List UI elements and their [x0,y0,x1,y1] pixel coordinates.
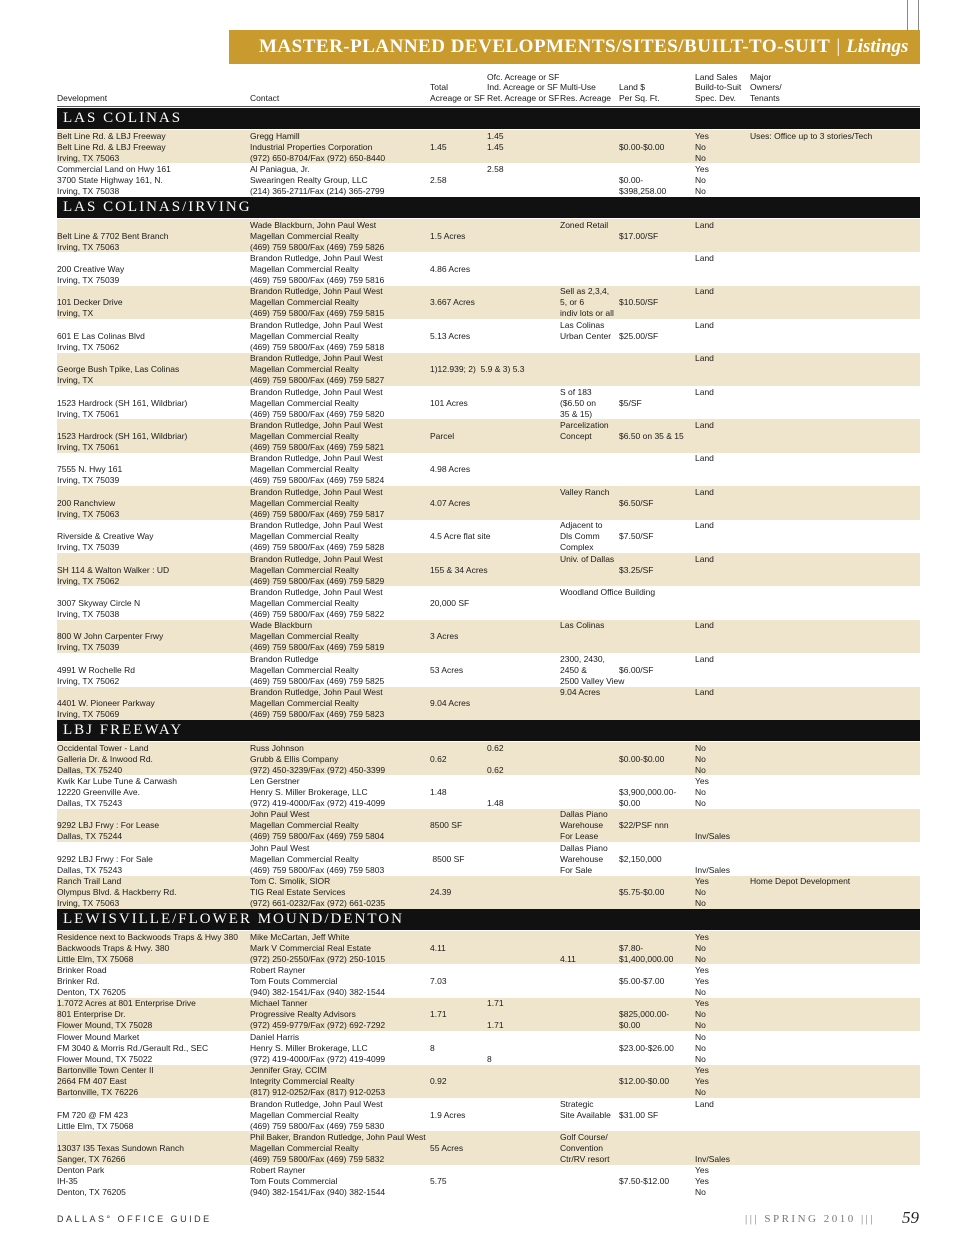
land-price-cell: $5/SF [619,397,642,408]
contact-cell: Brandon Rutledge, John Paul West Magellan Commercial Realty (469) 759 5800/Fax (469) 759 5816 [250,252,385,286]
contact-cell: Brandon Rutledge, John Paul West Magellan Commercial Realty (469) 759 5800/Fax (469) 759 5830 [250,1098,385,1131]
land-sales-cell: Land [695,386,714,397]
land-sales-cell: Land [695,219,714,230]
total-acreage-cell: 7.03 [430,975,447,986]
land-sales-cell: Land [695,319,714,330]
land-price-cell: $5.00-$7.00 [619,975,665,986]
section-header: LAS COLINAS [57,108,920,129]
contact-cell: Brandon Rutledge, John Paul West Magellan Commercial Realty (469) 759 5800/Fax (469) 759 5824 [250,453,385,486]
land-sales-cell: Land [695,419,714,430]
table-row [57,653,920,686]
section-header: LEWISVILLE/FLOWER MOUND/DENTON [57,909,920,930]
development-cell: Kwik Kar Lube Tune & Carwash 12220 Greenville Ave. Dallas, TX 75243 [57,775,178,809]
land-price-cell: $2,150,000 [619,853,662,864]
development-cell: 3007 Skyway Circle N Irving, TX 75038 [57,597,141,620]
title-separator: | [836,36,841,57]
development-cell: 4991 W Rochelle Rd Irving, TX 75062 [57,664,135,686]
land-sales-cell: Yes No No [695,130,709,163]
header-contact: Contact [250,92,280,103]
table-row [57,553,920,586]
land-price-cell: $7.50-$12.00 [619,1176,670,1187]
multi-use-cell: Sell as 2,3,4, 5, or 6 indiv lots or all [560,286,614,319]
page-number: 59 [902,1208,919,1227]
contact-cell: Al Paniagua, Jr. Swearingen Realty Group, LLC (214) 365-2711/Fax (214) 365-2799 [250,163,385,197]
table-row [57,286,920,319]
land-sales-cell: Land [695,286,714,297]
development-cell: 7555 N. Hwy 161 Irving, TX 75039 [57,464,123,486]
development-cell: 101 Decker Drive Irving, TX [57,297,123,319]
contact-cell: Michael Tanner Progressive Realty Advisors (972) 459-9779/Fax (972) 692-7292 [250,998,386,1031]
total-acreage-cell: 5.13 Acres [430,330,471,341]
contact-cell: Mike McCartan, Jeff White Mark V Commercial Real Estate (972) 250-2550/Fax (972) 250-1015 [250,931,386,964]
land-price-cell: $7.80- $1,400,000.00 [619,942,674,964]
multi-use-cell: Las Colinas [560,620,605,631]
total-acreage-cell: 8500 SF [430,820,463,831]
land-sales-cell: Yes No No [695,876,709,909]
land-sales-cell: Inv/Sales [695,831,730,842]
land-sales-cell: Land [695,252,714,263]
multi-use-cell: 4.11 [560,953,576,964]
development-cell: Belt Line & 7702 Bent Branch Irving, TX 75063 [57,230,169,252]
page-title-bar [229,30,920,64]
total-acreage-cell: 53 Acres [430,664,464,675]
land-sales-cell: Land [695,620,714,631]
land-price-cell: $0.00- $398,258.00 [619,174,667,197]
section-header: LAS COLINAS/IRVING [57,197,920,218]
multi-use-cell: 2300, 2430, 2450 & 2500 Valley View [560,653,625,686]
total-acreage-cell: 4.11 [430,942,446,953]
contact-cell: Robert Rayner Tom Fouts Commercial (940) 382-1541/Fax (940) 382-1544 [250,964,386,998]
table-row [57,964,920,997]
land-price-cell: $6.50/SF [619,497,654,508]
contact-cell: Gregg Hamill Industrial Properties Corporation (972) 650-8704/Fax (972) 650-8440 [250,130,386,163]
table-row [57,486,920,519]
header-land-sales: Land Sales Build-to-Suit Spec. Dev. [695,71,742,103]
header-total: Total Acreage or SF [430,82,485,103]
total-acreage-cell: 24.39 [430,887,452,898]
table-row [57,252,920,285]
multi-use-cell: Zoned Retail [560,219,609,230]
land-sales-cell: Yes Yes No [695,964,709,998]
multi-use-cell: Las Colinas Urban Center [560,319,612,341]
multi-use-cell: Golf Course/ Convention Ctr/RV resort [560,1131,610,1165]
land-price-cell: $6.00/SF [619,664,654,675]
total-acreage-cell: 0.92 [430,1076,447,1087]
total-acreage-cell: 1.48 [430,786,447,797]
total-acreage-cell: 8 [430,1042,435,1053]
land-price-cell: $6.50 on 35 & 15 [619,430,684,441]
development-cell: 4401 W. Pioneer Parkway Irving, TX 75069 [57,698,155,720]
development-cell: Residence next to Backwoods Traps & Hwy 380 Backwoods Traps & Hwy. 380 Little Elm, TX 75068 [57,931,238,964]
multi-use-cell: Woodland Office Building [560,586,656,597]
development-cell: George Bush Tpike, Las Colinas Irving, TX [57,364,180,386]
total-acreage-cell: 8500 SF [432,853,465,864]
table-row [57,319,920,352]
land-sales-cell: Yes No No [695,775,709,809]
page-title: MASTER-PLANNED DEVELOPMENTS/SITES/BUILT-TO-SUIT [259,36,831,57]
land-sales-cell: Yes Yes No [695,1065,709,1098]
land-sales-cell: Land [695,687,714,698]
total-acreage-cell: 1.71 [430,1009,447,1020]
contact-cell: Brandon Rutledge, John Paul West Magellan Commercial Realty (469) 759 5800/Fax (469) 759 5829 [250,553,385,586]
header-major-owners: Major Owners/ Tenants [750,71,782,103]
table-row [57,453,920,486]
total-acreage-cell: 1.45 [430,141,447,152]
development-cell: Denton Park IH-35 Denton, TX 76205 [57,1165,126,1198]
land-sales-cell: Land [695,653,714,664]
header-land-price: Land $ Per Sq. Ft. [619,82,660,103]
contact-cell: Len Gerstner Henry S. Miller Brokerage, LLC (972) 419-4000/Fax (972) 419-4099 [250,775,386,809]
major-owners-cell: Home Depot Development [750,876,851,887]
total-acreage-cell: 1.5 Acres [430,230,466,241]
header-development: Development [57,92,108,103]
ofc-acreage-cell: 1.45 1.45 [487,130,504,152]
development-cell: 9292 LBJ Frwy : For Lease Dallas, TX 75244 [57,820,160,842]
development-cell: 200 Creative Way Irving, TX 75039 [57,263,125,286]
development-cell: FM 720 @ FM 423 Little Elm, TX 75068 [57,1109,134,1131]
land-sales-cell: Land [695,353,714,364]
total-acreage-cell: 4.5 Acre flat site [430,531,491,542]
table-row [57,687,920,720]
total-acreage-cell: 4.07 Acres [430,497,471,508]
land-sales-cell: Yes No No [695,931,709,964]
contact-cell: Phil Baker, Brandon Rutledge, John Paul West Magellan Commercial Realty (469) 759 5800/Fax (469) 759 5832 [250,1131,426,1165]
contact-cell: Brandon Rutledge, John Paul West Magellan Commercial Realty (469) 759 5800/Fax (469) 759 5823 [250,687,385,720]
ofc-acreage-cell: 8 [487,1053,492,1064]
contact-cell: Brandon Rutledge, John Paul West Magellan Commercial Realty (469) 759 5800/Fax (469) 759 5828 [250,520,385,553]
total-acreage-cell: Parcel [430,430,455,441]
development-cell: Riverside & Creative Way Irving, TX 75039 [57,531,154,553]
development-cell: 1.7072 Acres at 801 Enterprise Drive 801 Enterprise Dr. Flower Mound, TX 75028 [57,998,196,1031]
land-price-cell: $5.75-$0.00 [619,887,665,898]
total-acreage-cell: 2.58 [430,174,447,185]
development-cell: Belt Line Rd. & LBJ Freeway Belt Line Rd. & LBJ Freeway Irving, TX 75063 [57,130,166,163]
contact-cell: Brandon Rutledge, John Paul West Magellan Commercial Realty (469) 759 5800/Fax (469) 759 5822 [250,586,385,620]
land-price-cell: $3,900,000.00- $0.00 [619,786,677,809]
development-cell: Flower Mound Market FM 3040 & Morris Rd./Gerault Rd., SEC Flower Mound, TX 75022 [57,1031,209,1064]
contact-cell: Daniel Harris Henry S. Miller Brokerage, LLC (972) 419-4000/Fax (972) 419-4099 [250,1031,386,1064]
multi-use-cell: Parcelization Concept [560,419,609,441]
land-sales-cell: Land [695,486,714,497]
development-cell: 1523 Hardrock (SH 161, Wildbriar) Irving, TX 75061 [57,430,188,453]
table-row [57,1065,920,1098]
multi-use-cell: Dallas Piano Warehouse For Sale [560,842,608,875]
development-cell: Bartonville Town Center II 2664 FM 407 East Bartonville, TX 76226 [57,1065,154,1098]
development-cell: 601 E Las Colinas Blvd Irving, TX 75062 [57,330,145,352]
contact-cell: Brandon Rutledge, John Paul West Magellan Commercial Realty (469) 759 5800/Fax (469) 759 5818 [250,319,385,352]
land-price-cell: $0.00-$0.00 [619,141,665,152]
footer-issue: ||| SPRING 2010 ||| [745,1213,876,1225]
contact-cell: Brandon Rutledge, John Paul West Magellan Commercial Realty (469) 759 5800/Fax (469) 759 5815 [250,286,385,319]
land-sales-cell: Inv/Sales [695,864,730,875]
development-cell: 1523 Hardrock (SH 161, Wildbriar) Irving, TX 75061 [57,397,188,419]
contact-cell: Brandon Rutledge, John Paul West Magellan Commercial Realty (469) 759 5800/Fax (469) 759 5821 [250,419,385,453]
land-sales-cell: Inv/Sales [695,1154,730,1165]
land-price-cell: $3.25/SF [619,564,654,575]
development-cell: 13037 I35 Texas Sundown Ranch Sanger, TX 76266 [57,1142,184,1165]
development-cell: Brinker Road Brinker Rd. Denton, TX 76205 [57,964,126,998]
development-cell: SH 114 & Walton Walker : UD Irving, TX 75062 [57,564,170,586]
multi-use-cell: 9.04 Acres [560,687,601,698]
land-price-cell: $12.00-$0.00 [619,1076,670,1087]
header-ofc-acreage: Ofc. Acreage or SF Ind. Acreage or SF Ret. Acreage or SF [487,71,560,103]
section-header: LBJ FREEWAY [57,720,920,741]
total-acreage-cell: 55 Acres [430,1142,464,1153]
header-multi-use: Multi-Use Res. Acreage [560,82,612,103]
land-sales-cell: Land [695,520,714,531]
land-price-cell: $7.50/SF [619,531,654,542]
total-acreage-cell: 20,000 SF [430,597,470,608]
multi-use-cell: Dallas Piano Warehouse For Lease [560,809,608,842]
contact-cell: Wade Blackburn, John Paul West Magellan Commercial Realty (469) 759 5800/Fax (469) 759 5826 [250,219,385,252]
table-row [57,1131,920,1164]
total-acreage-cell: 1)12.939; 2) 5.9 & 3) 5.3 [430,364,525,375]
contact-cell: Brandon Rutledge, John Paul West Magellan Commercial Realty (469) 759 5800/Fax (469) 759 5820 [250,386,385,419]
development-cell: Ranch Trail Land Olympus Blvd. & Hackberry Rd. Irving, TX 75063 [57,876,177,909]
ofc-acreage-cell: 1.71 1.71 [487,998,504,1031]
total-acreage-cell: 155 & 34 Acres [430,564,488,575]
total-acreage-cell: 3.667 Acres [430,297,475,308]
contact-cell: Brandon Rutledge, John Paul West Magellan Commercial Realty (469) 759 5800/Fax (469) 759 5827 [250,353,385,386]
development-cell: 800 W John Carpenter Frwy Irving, TX 75039 [57,631,164,653]
page-subtitle: Listings [846,36,909,57]
development-cell: 200 Ranchview Irving, TX 75063 [57,497,120,519]
land-price-cell: $22/PSF nnn [619,820,669,831]
land-sales-cell: Yes No No [695,163,709,197]
multi-use-cell: Univ. of Dallas [560,553,615,564]
multi-use-cell: Strategic Site Available [560,1098,611,1120]
contact-cell: Jennifer Gray, CCIM Integrity Commercial Realty (817) 912-0252/Fax (817) 912-0253 [250,1065,386,1098]
table-row [57,620,920,653]
contact-cell: Brandon Rutledge Magellan Commercial Realty (469) 759 5800/Fax (469) 759 5825 [250,653,385,686]
contact-cell: Wade Blackburn Magellan Commercial Realty (469) 759 5800/Fax (469) 759 5819 [250,620,385,653]
total-acreage-cell: 4.98 Acres [430,464,471,475]
contact-cell: Robert Rayner Tom Fouts Commercial (940) 382-1541/Fax (940) 382-1544 [250,1165,386,1198]
table-row [57,842,920,875]
table-row [57,1165,920,1198]
land-sales-cell: Land [695,453,714,464]
multi-use-cell: S of 183 ($6.50 on 35 & 15) [560,386,596,419]
land-sales-cell: Yes Yes No [695,1165,709,1198]
table-row [57,586,920,619]
contact-cell: Brandon Rutledge, John Paul West Magellan Commercial Realty (469) 759 5800/Fax (469) 759 5817 [250,486,385,519]
contact-cell: Russ Johnson Grubb & Ellis Company (972) 450-3239/Fax (972) 450-3399 [250,742,386,775]
table-row [57,1098,920,1131]
total-acreage-cell: 0.62 [430,753,447,764]
total-acreage-cell: 1.9 Acres [430,1109,466,1120]
development-cell: 9292 LBJ Frwy : For Sale Dallas, TX 75243 [57,853,153,875]
land-price-cell: $23.00-$26.00 [619,1042,674,1053]
development-cell: Commercial Land on Hwy 161 3700 State Highway 161, N. Irving, TX 75038 [57,163,171,197]
land-price-cell: $31.00 SF [619,1109,659,1120]
total-acreage-cell: 9.04 Acres [430,698,471,709]
contact-cell: Tom C. Smolik, SIOR TIG Real Estate Services (972) 661-0232/Fax (972) 661-0235 [250,876,386,909]
development-cell: Occidental Tower - Land Galleria Dr. & Inwood Rd. Dallas, TX 75240 [57,742,153,775]
land-price-cell: $25.00/SF [619,330,659,341]
land-sales-cell: Yes No No [695,998,709,1031]
contact-cell: John Paul West Magellan Commercial Realty (469) 759 5800/Fax (469) 759 5804 [250,809,385,842]
land-sales-cell: No No No [695,1031,706,1064]
column-headers [57,70,920,107]
multi-use-cell: Adjacent to Dls Comm Complex [560,520,603,553]
land-sales-cell: Land [695,553,714,564]
footer-publication: DALLAS° OFFICE GUIDE [57,1214,212,1224]
land-sales-cell: No No No [695,742,706,775]
ofc-acreage-cell: 1.48 [487,798,504,809]
land-price-cell: $0.00-$0.00 [619,753,665,764]
land-price-cell: $825,000.00- $0.00 [619,1009,670,1031]
land-price-cell: $17.00/SF [619,230,659,241]
ofc-acreage-cell: 0.62 0.62 [487,742,504,775]
total-acreage-cell: 5.75 [430,1176,447,1187]
land-sales-cell: Land [695,1098,714,1109]
contact-cell: John Paul West Magellan Commercial Realty (469) 759 5800/Fax (469) 759 5803 [250,842,385,875]
table-row [57,219,920,252]
total-acreage-cell: 3 Acres [430,631,459,642]
land-price-cell: $10.50/SF [619,297,659,308]
table-row [57,809,920,842]
ofc-acreage-cell: 2.58 [487,163,504,174]
total-acreage-cell: 101 Acres [430,397,468,408]
total-acreage-cell: 4.86 Acres [430,263,471,274]
multi-use-cell: Valley Ranch [560,486,610,497]
major-owners-cell: Uses: Office up to 3 stories/Tech [750,130,873,141]
